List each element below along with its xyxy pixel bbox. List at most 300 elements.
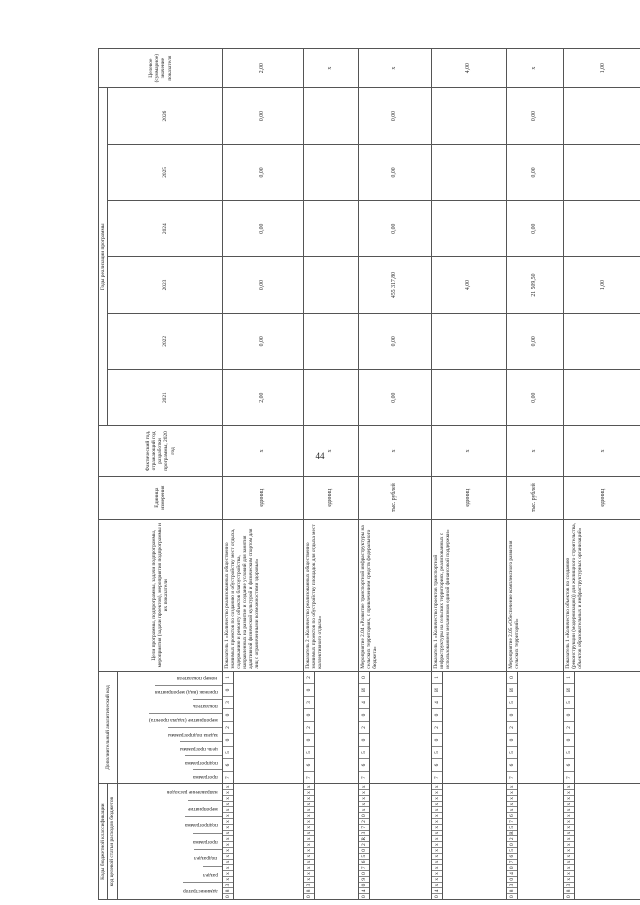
row-name: Мероприятие 2.05 «Обеспечение комплексного развития сельских территорий» [506, 519, 563, 671]
header-year: 2021 [108, 369, 222, 425]
subheader: мероприятие (задача проекта) [148, 717, 218, 724]
code-digit: x [304, 818, 314, 824]
code-digit: 6 [507, 812, 517, 818]
code-digit: 0 [507, 708, 517, 721]
code-digit: 4 [359, 696, 369, 709]
header-target: Целевое (суммарное) значение показателя [99, 49, 223, 88]
row-year-value [563, 88, 640, 144]
code-digit: 8 [507, 887, 517, 893]
row-target: 4,00 [431, 49, 506, 88]
additional-blank-cell [517, 671, 563, 784]
code-digit: 2 [359, 818, 369, 824]
code-digit: 7 [507, 859, 517, 865]
code-digit: x [432, 882, 442, 888]
code-digit: x [223, 847, 233, 853]
code-digit: 2 [304, 721, 314, 734]
row-year-value: 0,00 [506, 201, 563, 257]
bcc-blank-cell [517, 784, 563, 900]
code-digit: 7 [223, 771, 233, 784]
code-digit: x [304, 807, 314, 813]
subheader: задача подпрограммы [167, 731, 218, 738]
code-digit: x [304, 876, 314, 882]
code-digit: x [508, 785, 515, 789]
code-digit: x [223, 864, 233, 870]
code-digit: R [360, 837, 367, 841]
code-digit: x [223, 795, 233, 801]
code-digit: x [223, 853, 233, 859]
code-digit: x [304, 864, 314, 870]
code-digit: 0 [304, 683, 314, 696]
code-digit: 5 [223, 746, 233, 759]
code-digit: x [564, 841, 574, 847]
code-digit: x [223, 812, 233, 818]
code-digit: 9 [359, 876, 369, 882]
code-digit: x [359, 807, 369, 813]
code-digit: x [223, 859, 233, 865]
code-digit: 2 [359, 721, 369, 734]
header-year: 2023 [108, 257, 222, 313]
code-digit: x [304, 824, 314, 830]
code-digit: И [564, 683, 574, 696]
row-base-value: x [506, 426, 563, 476]
code-digit: 2 [564, 721, 574, 734]
additional-blank-cell [442, 671, 506, 784]
page-number: 44 [315, 451, 325, 461]
code-digit: 6 [564, 758, 574, 771]
code-digit: x [223, 876, 233, 882]
code-digit: x [564, 801, 574, 807]
row-unit: тыс. рублей [506, 476, 563, 519]
code-digit: x [432, 789, 442, 795]
code-digit: 3 [507, 882, 517, 888]
code-digit: 0 [359, 708, 369, 721]
row-year-value [303, 201, 358, 257]
code-digit: x [432, 876, 442, 882]
code-digit: x [432, 818, 442, 824]
code-digit: 5 [564, 746, 574, 759]
row-year-value [431, 201, 506, 257]
code-digit: 0 [432, 893, 442, 899]
bcc-code-cell [431, 784, 442, 900]
code-digit: x [432, 795, 442, 801]
code-digit: И [359, 683, 369, 696]
code-digit: 7 [304, 771, 314, 784]
bcc-code-cell [563, 784, 574, 900]
code-digit: x [432, 864, 442, 870]
bcc-blank-cell [442, 784, 506, 900]
header-unit: Единица измерения [99, 476, 223, 519]
code-digit: 4 [432, 887, 442, 893]
row-name: Показатель 1 «Количество проектов транспортной инфраструктуры на сельских территориях, реализованных с использованием механизмов единой финансовой поддержки» [431, 519, 506, 671]
code-digit: x [433, 785, 440, 789]
code-digit: x [304, 801, 314, 807]
code-digit: x [564, 876, 574, 882]
code-digit: x [304, 841, 314, 847]
code-digit: 0 [359, 870, 369, 876]
code-digit: 3 [304, 882, 314, 888]
code-digit: 8 [223, 887, 233, 893]
additional-code-cell [431, 671, 442, 784]
code-digit: x [432, 801, 442, 807]
code-digit: x [223, 835, 233, 841]
code-digit: R [508, 831, 515, 835]
code-digit: 0 [223, 708, 233, 721]
subheader: цель программы [179, 745, 218, 752]
code-digit: 5 [507, 696, 517, 709]
code-digit: x [564, 847, 574, 853]
row-target: x [303, 49, 358, 88]
row-unit: тыс. рублей [358, 476, 431, 519]
bcc-blank-cell [233, 784, 303, 900]
code-digit: 1 [433, 676, 440, 679]
row-year-value [563, 144, 640, 200]
subheader: мероприятие [187, 805, 218, 812]
code-digit: x [507, 789, 517, 795]
code-digit: x [223, 824, 233, 830]
bcc-blank-cell [574, 784, 640, 900]
code-digit: x [304, 870, 314, 876]
code-digit: 2 [432, 721, 442, 734]
code-digit: 4 [432, 696, 442, 709]
code-digit: x [432, 870, 442, 876]
rotated-document [98, 48, 640, 900]
code-digit: 5 [432, 746, 442, 759]
code-digit: x [359, 801, 369, 807]
row-year-value: 0,00 [358, 369, 431, 425]
row-target: x [358, 49, 431, 88]
code-digit: x [432, 847, 442, 853]
code-digit: x [564, 835, 574, 841]
row-year-value [303, 257, 358, 313]
code-digit: 1 [565, 676, 572, 679]
code-digit: 0 [432, 733, 442, 746]
code-digit: x [564, 859, 574, 865]
table-row-codes [303, 49, 314, 900]
row-year-value: 0,00 [222, 88, 303, 144]
code-digit: x [359, 789, 369, 795]
additional-blank-cell [574, 671, 640, 784]
code-digit: 6 [359, 758, 369, 771]
row-target: 2,00 [222, 49, 303, 88]
code-digit: 0 [223, 733, 233, 746]
subheader: подпрограмма [184, 822, 218, 829]
row-year-value: 0,00 [358, 313, 431, 369]
subheader: номер показателя [177, 675, 218, 682]
code-digit: 0 [359, 733, 369, 746]
code-digit: x [304, 847, 314, 853]
header-row-1 [99, 49, 108, 900]
row-target: x [506, 49, 563, 88]
code-digit: 6 [507, 758, 517, 771]
code-digit: x [564, 807, 574, 813]
row-name: Показатель 2 «Количество реализованных общественно значимых проектов по обустройству площадок для отдыха мест коллективного отдыха» [303, 519, 358, 671]
code-digit: 0 [507, 733, 517, 746]
code-digit: x [564, 795, 574, 801]
code-digit: 7 [359, 771, 369, 784]
code-digit: x [223, 870, 233, 876]
code-digit: 0 [223, 893, 233, 899]
additional-code-subheaders [117, 671, 222, 784]
header-bcc: Коды бюджетной классификации [99, 784, 108, 900]
header-base-value: Фактический год, отражающий год разработки программы, 2020 год [99, 426, 223, 476]
row-year-value: 2,00 [222, 369, 303, 425]
code-digit: x [432, 830, 442, 836]
row-year-value: 0,00 [506, 144, 563, 200]
code-digit: x [507, 807, 517, 813]
code-digit: 0 [564, 733, 574, 746]
code-digit: x [564, 824, 574, 830]
row-year-value [563, 313, 640, 369]
code-digit: 6 [507, 853, 517, 859]
code-digit: x [432, 853, 442, 859]
code-digit: x [304, 830, 314, 836]
row-year-value [303, 313, 358, 369]
code-digit: 0 [359, 812, 369, 818]
subheader: показатель [192, 703, 218, 710]
additional-code-cell [222, 671, 233, 784]
code-digit: x [432, 824, 442, 830]
header-year: 2026 [108, 88, 222, 144]
additional-blank-cell [369, 671, 431, 784]
code-digit: x [223, 818, 233, 824]
row-year-value: 455 317,80 [358, 257, 431, 313]
code-digit: И [432, 683, 442, 696]
code-digit: x [224, 785, 231, 789]
header-year: 2025 [108, 144, 222, 200]
row-year-value: 0,00 [506, 88, 563, 144]
subheader: подпрограмма [184, 759, 218, 766]
code-digit: x [304, 859, 314, 865]
code-digit: 7 [507, 771, 517, 784]
row-year-value: 21 509,50 [506, 257, 563, 313]
code-digit: 3 [223, 882, 233, 888]
code-digit: 4 [507, 870, 517, 876]
bcc-code-cell [506, 784, 517, 900]
row-year-value [563, 201, 640, 257]
code-digit: x [564, 812, 574, 818]
code-digit: 5 [507, 824, 517, 830]
additional-blank-cell [314, 671, 358, 784]
code-digit: x [304, 812, 314, 818]
row-year-value [431, 144, 506, 200]
additional-code-cell [563, 671, 574, 784]
table-row-codes [222, 49, 233, 900]
additional-code-cell [303, 671, 314, 784]
code-digit: 3 [223, 696, 233, 709]
code-digit: 0 [564, 893, 574, 899]
code-digit: 0 [223, 683, 233, 696]
code-digit: x [304, 795, 314, 801]
code-digit: x [432, 841, 442, 847]
code-digit: x [432, 812, 442, 818]
row-year-value: 0,00 [358, 88, 431, 144]
row-base-value: x [563, 426, 640, 476]
code-digit: x [223, 789, 233, 795]
row-name: Показатель 1 «Количество объектов по созданию (реконструкции (модернизации)) для жилищного строительства, объектов образовательных и инфраструктурных организаций» [563, 519, 640, 671]
code-digit: x [565, 785, 572, 789]
row-base-value: x [358, 426, 431, 476]
code-digit: x [359, 795, 369, 801]
row-unit: единиц [431, 476, 506, 519]
code-digit: x [564, 864, 574, 870]
code-digit: 0 [507, 876, 517, 882]
code-digit: 7 [507, 818, 517, 824]
additional-code-cell [358, 671, 369, 784]
code-digit: x [507, 795, 517, 801]
row-year-value: 0,00 [222, 257, 303, 313]
document-page [98, 48, 640, 900]
subheader: администратор [182, 888, 218, 895]
subheader: программа [192, 838, 218, 845]
row-unit: единиц [563, 476, 640, 519]
subheader: подраздел [194, 855, 218, 862]
code-digit: x [564, 789, 574, 795]
additional-code-cell [506, 671, 517, 784]
code-digit: x [564, 870, 574, 876]
row-year-value [303, 369, 358, 425]
code-digit: 0 [304, 733, 314, 746]
code-digit: 6 [432, 758, 442, 771]
code-digit: x [564, 853, 574, 859]
code-digit: 5 [304, 746, 314, 759]
code-digit: 1 [224, 676, 231, 679]
code-digit: x [432, 835, 442, 841]
code-digit: 2 [507, 835, 517, 841]
row-year-value [563, 369, 640, 425]
row-year-value: 0,00 [506, 369, 563, 425]
row-base-value: x [222, 426, 303, 476]
table-row-codes [431, 49, 442, 900]
code-digit: 0 [507, 893, 517, 899]
code-digit: 0 [432, 708, 442, 721]
code-digit: x [304, 853, 314, 859]
code-digit: 0 [359, 882, 369, 888]
table-row-codes [358, 49, 369, 900]
row-year-value: 0,00 [222, 313, 303, 369]
code-digit: 8 [304, 887, 314, 893]
row-year-value: 1,00 [563, 257, 640, 313]
code-digit: 2 [223, 721, 233, 734]
code-digit: 0 [564, 708, 574, 721]
row-year-value: 0,00 [358, 144, 431, 200]
row-year-value: 0,00 [222, 201, 303, 257]
code-digit: 8 [564, 887, 574, 893]
header-additional-code: Дополнительный аналитический код [99, 671, 118, 784]
header-program-name: Цели программы, подпрограммы, задачи подпрограммы, мероприятия (задачи проектов), мероприятия подпрограммы и их показатели [99, 519, 223, 671]
row-target: 1,00 [563, 49, 640, 88]
row-year-value [431, 369, 506, 425]
table-row-codes [563, 49, 574, 900]
row-year-value: 4,00 [431, 257, 506, 313]
code-digit: 0 [507, 864, 517, 870]
row-name: Мероприятие 2.04 «Развитие транспортной инфраструктуры на сельских территориях, с привлечением средств федерального бюджета» [358, 519, 431, 671]
row-year-value: 0,00 [358, 201, 431, 257]
code-digit: x [432, 859, 442, 865]
code-digit: 0 [304, 893, 314, 899]
row-year-value: 0,00 [222, 144, 303, 200]
code-digit: 5 [564, 696, 574, 709]
bcc-code-cell [303, 784, 314, 900]
code-digit: x [304, 789, 314, 795]
code-digit: 7 [564, 771, 574, 784]
row-base-value: x [431, 426, 506, 476]
code-digit: 2 [305, 676, 312, 679]
row-year-value [303, 144, 358, 200]
code-digit: И [507, 683, 517, 696]
code-digit: 0 [304, 708, 314, 721]
row-name: Показатель 1 «Количество реализованных общественно значимых проектов по созданию и обустройству мест отдыха, содержанию и ремонту объектов благоустройства, направленных на развитие и создание условий для занятия адаптивной физической культурой и физическим спортом для лиц с ограниченными возможностями здоровья» [222, 519, 303, 671]
code-digit: 6 [359, 859, 369, 865]
code-digit: x [564, 818, 574, 824]
header-implementation: Годы реализации программы [99, 88, 108, 426]
code-digit: 0 [359, 847, 369, 853]
code-digit: 7 [359, 864, 369, 870]
bcc-blank-cell [314, 784, 358, 900]
code-digit: x [564, 830, 574, 836]
code-digit: 7 [359, 824, 369, 830]
row-unit: единиц [222, 476, 303, 519]
row-year-value [431, 313, 506, 369]
bcc-code-cell [358, 784, 369, 900]
subheader: раздел [202, 871, 218, 878]
row-year-value: 0,00 [506, 313, 563, 369]
code-digit: 5 [359, 853, 369, 859]
row-unit: единиц [303, 476, 358, 519]
header-year: 2024 [108, 201, 222, 257]
subheader: признак (вид) мероприятия [154, 689, 218, 696]
code-digit: 5 [507, 847, 517, 853]
code-digit: x [223, 841, 233, 847]
code-digit: x [223, 807, 233, 813]
subheader: программа [192, 773, 218, 780]
bcc-blank-cell [369, 784, 431, 900]
code-digit: 6 [304, 758, 314, 771]
code-digit: x [304, 835, 314, 841]
code-digit: 5 [359, 746, 369, 759]
bcc-code-cell [222, 784, 233, 900]
code-digit: 0 [508, 676, 515, 679]
code-digit: 0 [359, 893, 369, 899]
code-digit: 3 [304, 696, 314, 709]
code-digit: x [360, 785, 367, 789]
code-digit: 0 [360, 676, 367, 679]
program-indicators-table [98, 48, 640, 900]
code-digit: 0 [507, 841, 517, 847]
code-digit: x [507, 801, 517, 807]
row-year-value [303, 88, 358, 144]
bcc-subheaders [117, 784, 222, 900]
code-digit: 4 [359, 887, 369, 893]
header-expenditure-code: код целевой статьи расходов бюджетов [108, 784, 117, 900]
header-year: 2022 [108, 313, 222, 369]
code-digit: 2 [507, 721, 517, 734]
code-digit: x [432, 807, 442, 813]
code-digit: 5 [507, 746, 517, 759]
table-row-codes [506, 49, 517, 900]
code-digit: 2 [359, 841, 369, 847]
code-digit: 7 [432, 771, 442, 784]
additional-blank-cell [233, 671, 303, 784]
code-digit: x [223, 801, 233, 807]
subheader: направление расходов [166, 789, 218, 796]
row-base-value: x [303, 426, 358, 476]
code-digit: x [305, 785, 312, 789]
row-year-value [431, 88, 506, 144]
code-digit: 3 [564, 882, 574, 888]
code-digit: 6 [223, 758, 233, 771]
code-digit: x [223, 830, 233, 836]
code-digit: 3 [359, 830, 369, 836]
